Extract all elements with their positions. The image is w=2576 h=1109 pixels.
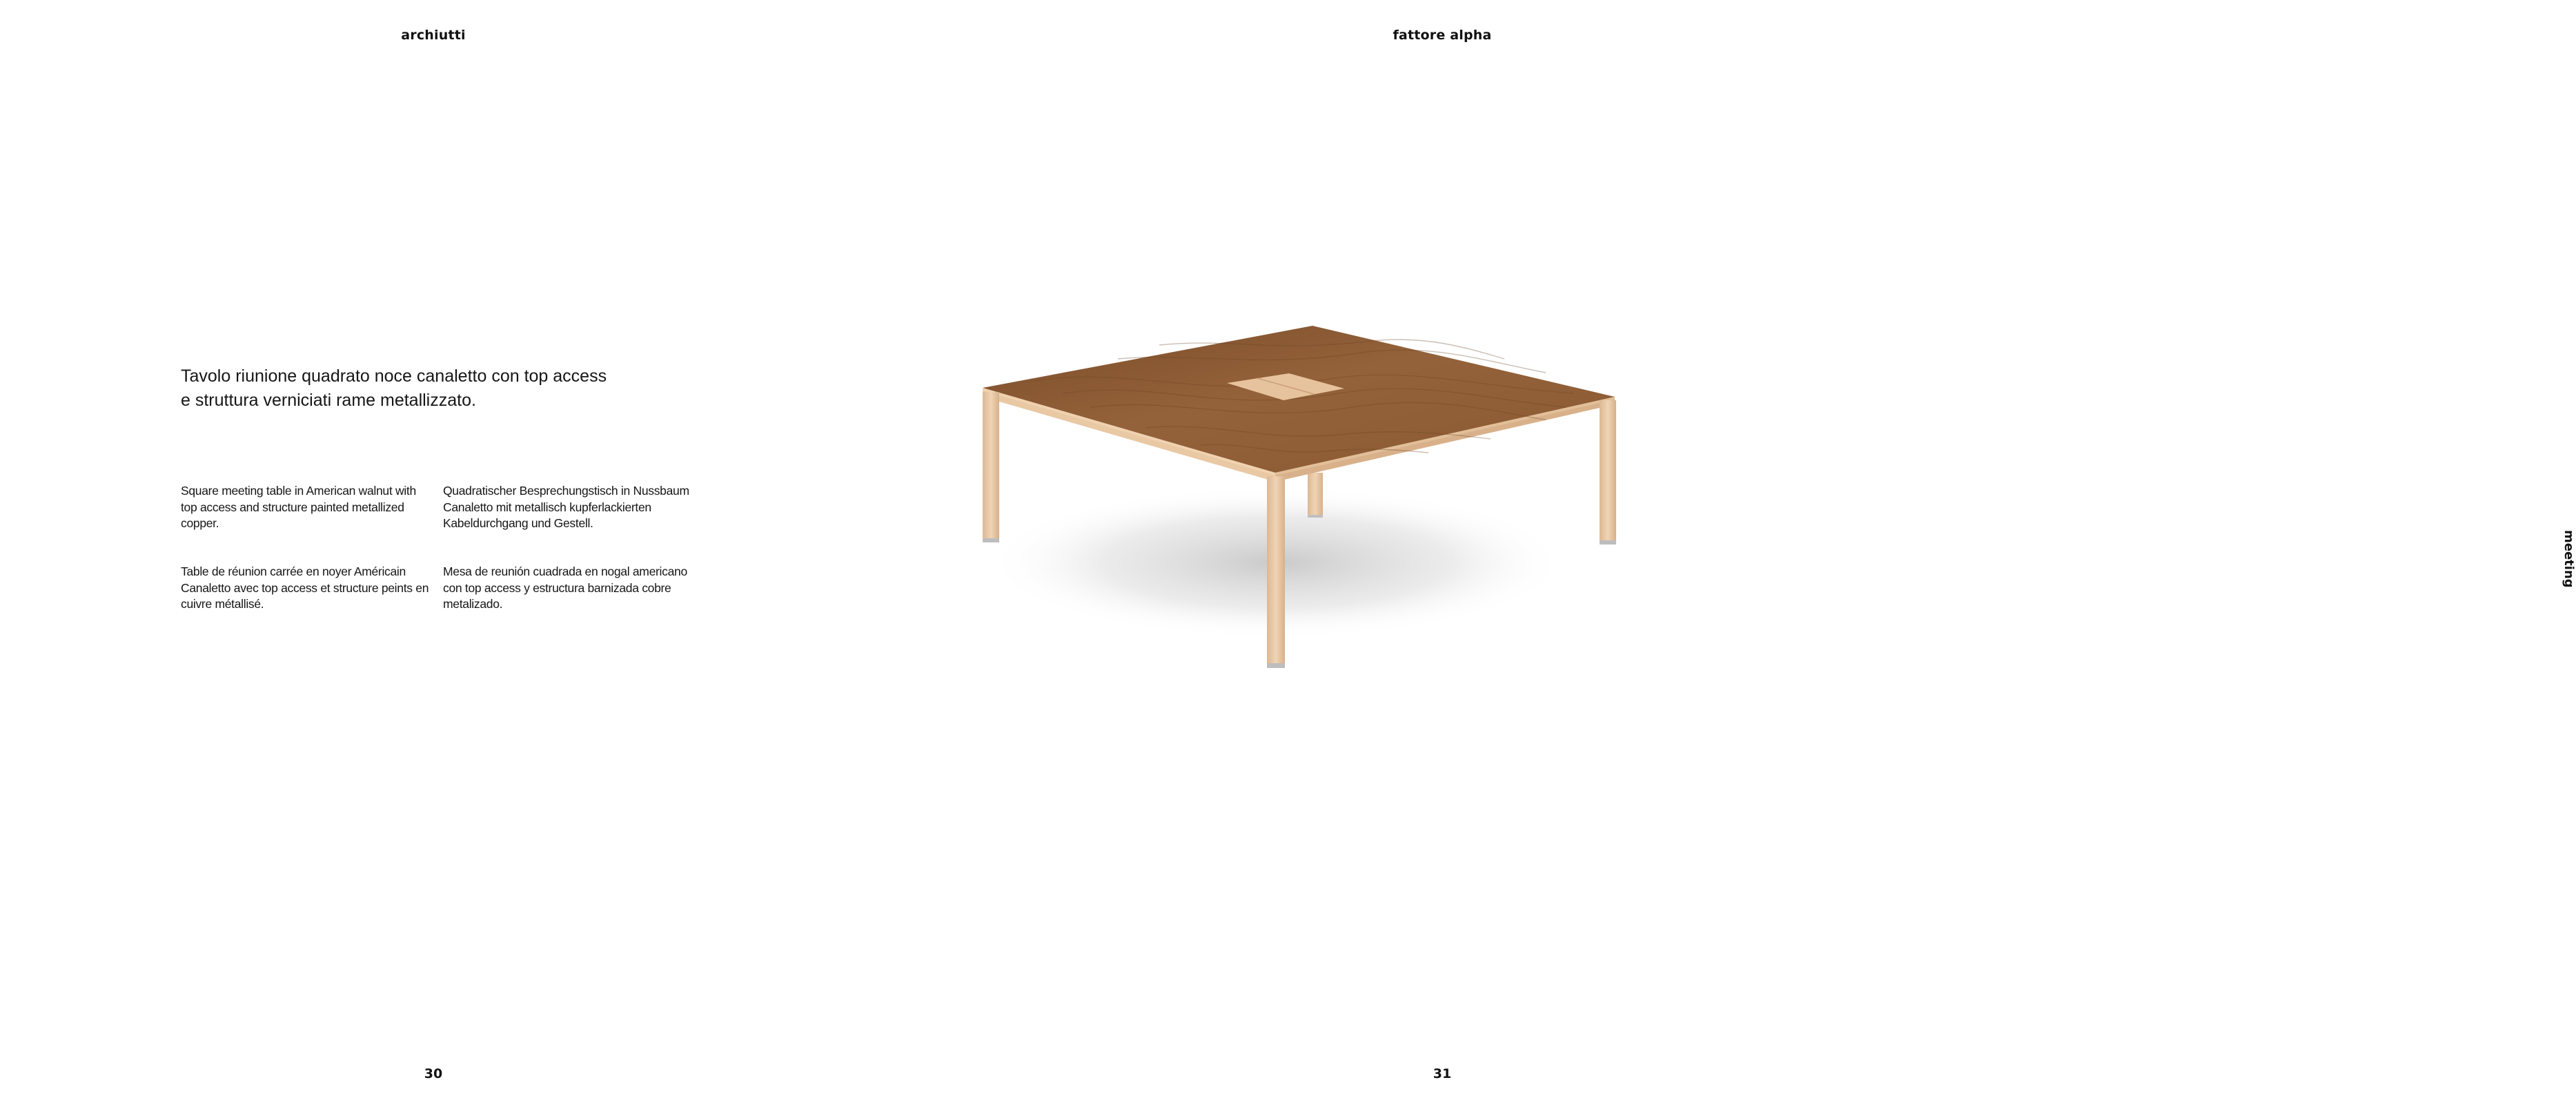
table-leg-foot bbox=[1267, 663, 1285, 668]
product-image bbox=[952, 304, 1642, 697]
table-leg-back bbox=[1308, 515, 1323, 518]
product-description-spanish: Mesa de reunión cuadrada en nogal americano con top access y estructura barnizada cobre metalizado. bbox=[443, 565, 687, 611]
running-head-collection: fattore alpha bbox=[1393, 28, 1492, 43]
product-description-italian: Tavolo riunione quadrato noce canaletto con top access e struttura verniciati rame metallizzato. bbox=[181, 366, 607, 410]
product-description-french: Table de réunion carrée en noyer Américain Canaletto avec top access et structure peints en cuivre métallisé. bbox=[181, 565, 429, 611]
table-leg-foot bbox=[983, 538, 999, 542]
table-leg-front-left bbox=[983, 392, 999, 540]
tabletop bbox=[983, 326, 1615, 473]
running-head-brand: archiutti bbox=[401, 28, 466, 43]
product-description-german: Quadratischer Besprechungstisch in Nussbaum Canaletto mit metallisch kupferlackierten Kabeldurchgang und Gestell. bbox=[443, 484, 689, 530]
table-leg-back bbox=[1308, 473, 1323, 516]
section-tab: meeting bbox=[2562, 530, 2576, 588]
left-page bbox=[0, 0, 863, 1109]
page-number-right: 31 bbox=[1433, 1066, 1452, 1081]
table-leg-front-right bbox=[1600, 400, 1616, 542]
product-description-english: Square meeting table in American walnut with top access and structure painted metallized copper. bbox=[181, 484, 416, 530]
meeting-table-illustration bbox=[952, 304, 1642, 697]
table-leg-front bbox=[1267, 476, 1285, 665]
page-number-left: 30 bbox=[424, 1066, 443, 1081]
table-leg-foot bbox=[1600, 540, 1616, 544]
